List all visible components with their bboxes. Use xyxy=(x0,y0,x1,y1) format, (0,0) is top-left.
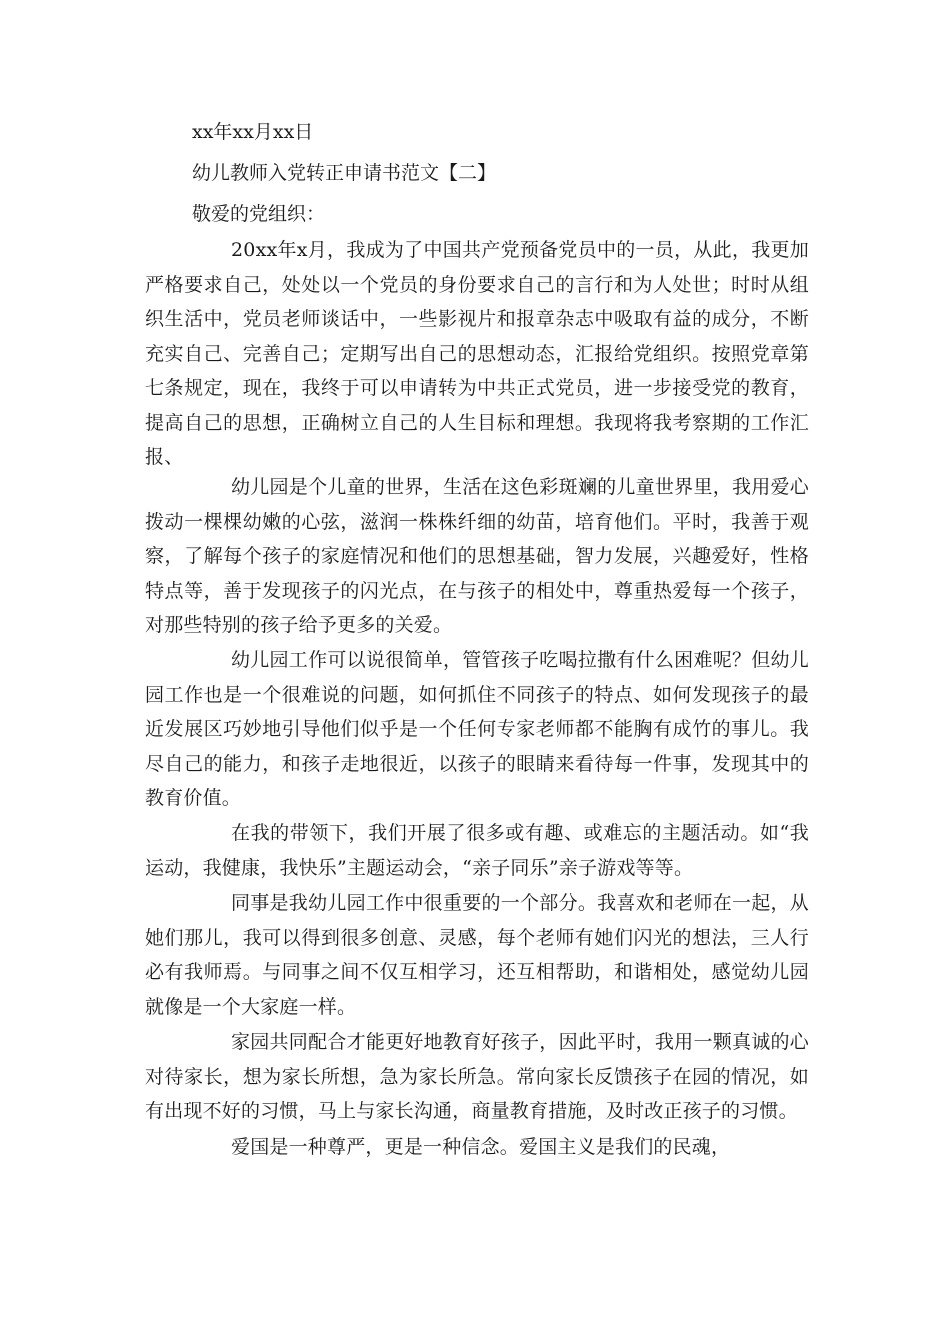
paragraph: 同事是我幼儿园工作中很重要的一个部分。我喜欢和老师在一起，从她们那儿，我可以得到很多创意、灵感，每个老师有她们闪光的想法，三人行必有我师焉。与同事之间不仅互相学习，还互相帮助，和谐相处，感觉幼儿园就像是一个大家庭一样。 xyxy=(145,892,809,1018)
date-line: xx年xx月xx日 xyxy=(192,121,314,143)
paragraph: 幼儿园工作可以说很简单，管管孩子吃喝拉撒有什么困难呢？但幼儿园工作也是一个很难说的问题，如何抓住不同孩子的特点、如何发现孩子的最近发展区巧妙地引导他们似乎是一个任何专家老师都不能胸有成竹的事儿。我尽自己的能力，和孩子走地很近，以孩子的眼睛来看待每一件事，发现其中的教育价值。 xyxy=(145,649,809,809)
paragraph: 幼儿园是个儿童的世界，生活在这色彩斑斓的儿童世界里，我用爱心拨动一棵棵幼嫩的心弦，滋润一株株纤细的幼苗，培育他们。平时，我善于观察，了解每个孩子的家庭情况和他们的思想基础，智力发展，兴趣爱好，性格特点等，善于发现孩子的闪光点，在与孩子的相处中，尊重热爱每一个孩子，对那些特别的孩子给予更多的关爱。 xyxy=(145,476,809,636)
paragraph: 爱国是一种尊严，更是一种信念。爱国主义是我们的民魂， xyxy=(231,1136,731,1158)
document-title: 幼儿教师入党转正申请书范文【二】 xyxy=(192,162,497,184)
salutation: 敬爱的党组织： xyxy=(192,203,326,225)
paragraph: 在我的带领下，我们开展了很多或有趣、或难忘的主题活动。如“我运动，我健康，我快乐”主题运动会，“亲子同乐”亲子游戏等等。 xyxy=(145,822,809,879)
paragraph: 20xx年x月，我成为了中国共产党预备党员中的一员，从此，我更加严格要求自己，处处以一个党员的身份要求自己的言行和为人处世；时时从组织生活中，党员老师谈话中，一些影视片和报章杂志中吸取有益的成分，不断充实自己、完善自己；定期写出自己的思想动态，汇报给党组织。按照党章第七条规定，现在，我终于可以申请转为中共正式党员，进一步接受党的教育，提高自己的思想，正确树立自己的人生目标和理想。我现将我考察期的工作汇报、 xyxy=(145,239,809,468)
paragraph: 家园共同配合才能更好地教育好孩子，因此平时，我用一颗真诚的心对待家长，想为家长所想，急为家长所急。常向家长反馈孩子在园的情况，如有出现不好的习惯，马上与家长沟通，商量教育措施，及时改正孩子的习惯。 xyxy=(145,1031,809,1122)
